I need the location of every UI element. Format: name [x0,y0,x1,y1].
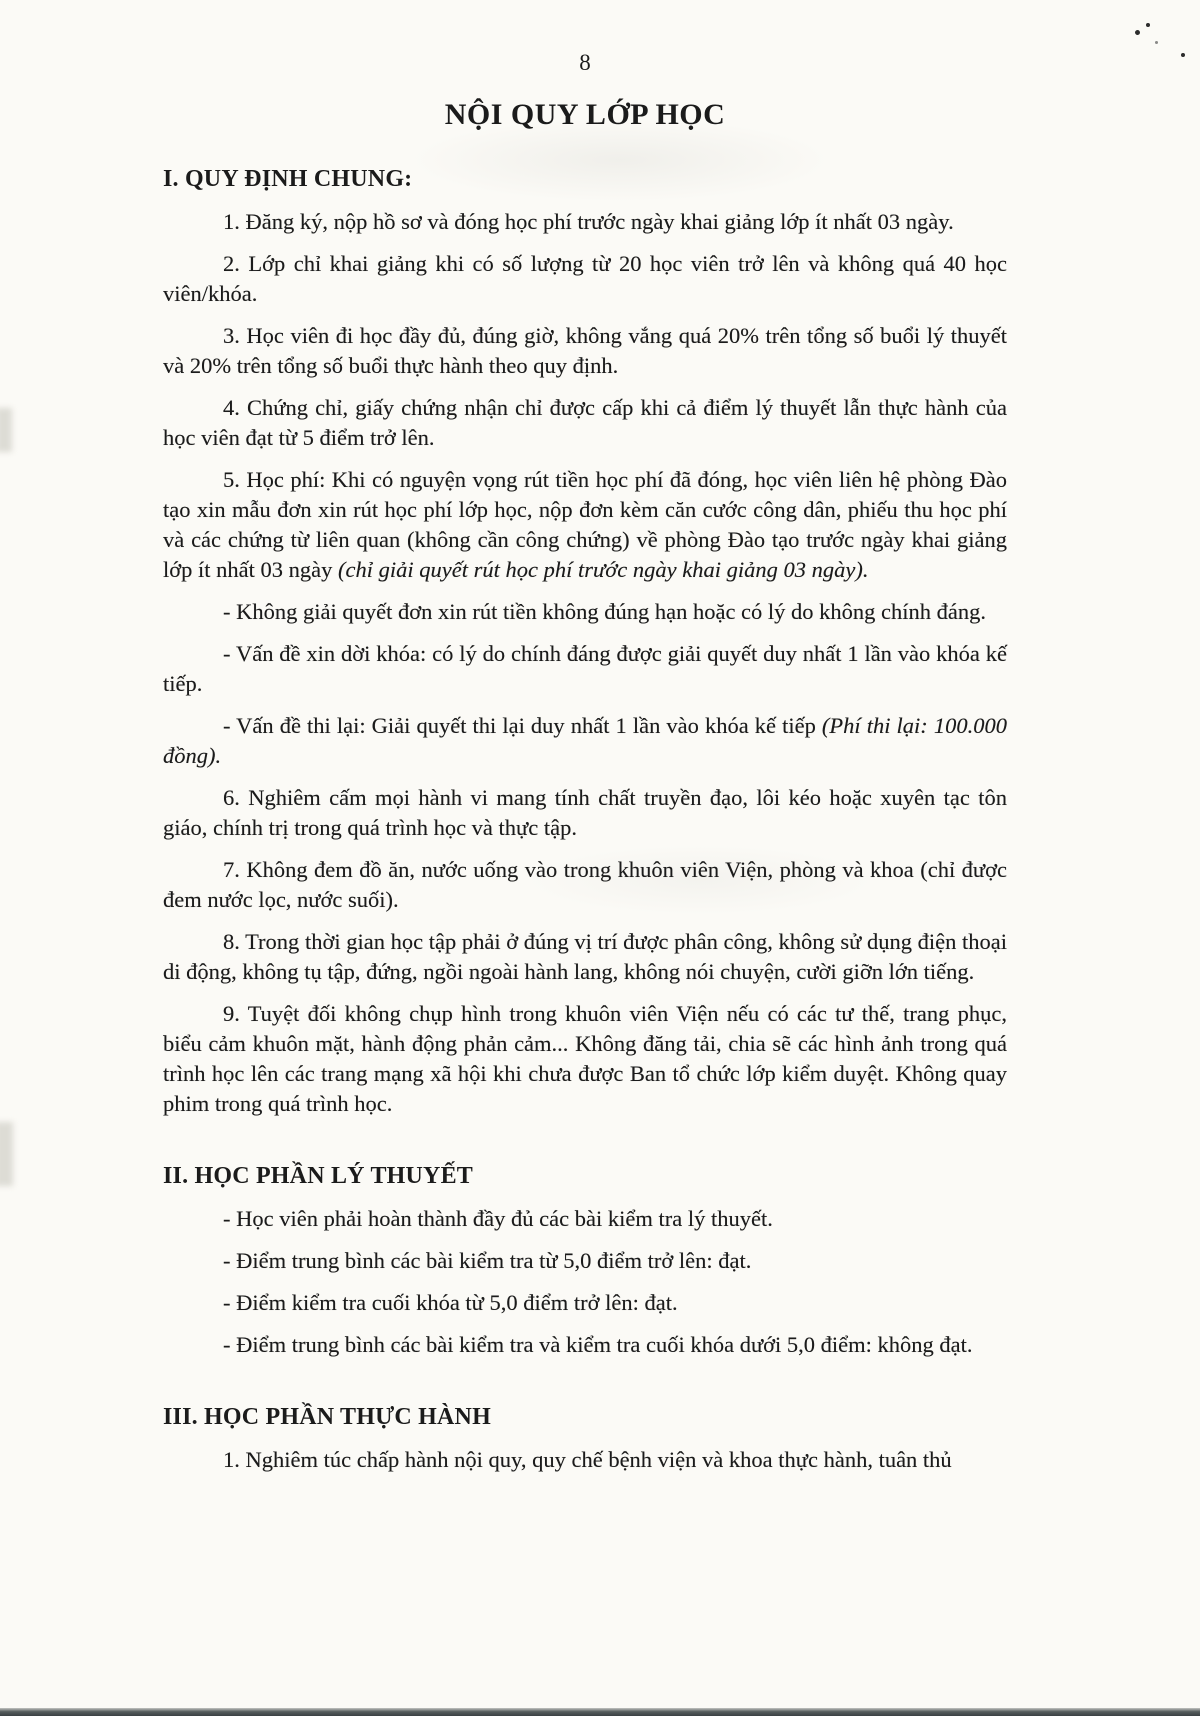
rule-sub-item: - Điểm trung bình các bài kiểm tra và kiểm tra cuối khóa dưới 5,0 điểm: không đạt. [223,1332,973,1357]
italic-note: (chỉ giải quyết rút học phí trước ngày khai giảng 03 ngày). [338,557,869,582]
rule-sub-item: - Học viên phải hoàn thành đầy đủ các bài kiểm tra lý thuyết. [223,1206,773,1231]
rule-item: 2. Lớp chỉ khai giảng khi có số lượng từ 20 học viên trở lên và không quá 40 học viên/khóa. [163,251,1007,306]
rule-item: 8. Trong thời gian học tập phải ở đúng vị trí được phân công, không sử dụng điện thoại di động, không tụ tập, đứng, ngồi ngoài hành lang, không nói chuyện, cười giỡn lớn tiếng. [163,929,1007,984]
ink-speck [1146,23,1150,27]
rule-sub-item: - Vấn đề thi lại: Giải quyết thi lại duy nhất 1 lần vào khóa kế tiếp (Phí thi lại: 100.000 đồng). [163,713,1007,768]
rule-item: 6. Nghiêm cấm mọi hành vi mang tính chất truyền đạo, lôi kéo hoặc xuyên tạc tôn giáo, chính trị trong quá trình học và thực tập. [163,785,1007,840]
rule-item: 3. Học viên đi học đầy đủ, đúng giờ, không vắng quá 20% trên tổng số buổi lý thuyết và 20% trên tổng số buổi thực hành theo quy định. [163,323,1007,378]
ink-speck [1155,41,1158,44]
ink-speck [1181,53,1185,57]
rule-item: 1. Nghiêm túc chấp hành nội quy, quy chế bệnh viện và khoa thực hành, tuân thủ [223,1447,952,1472]
section-heading-theory: II. HỌC PHẦN LÝ THUYẾT [163,1163,474,1189]
rule-item: 5. Học phí: Khi có nguyện vọng rút tiền học phí đã đóng, học viên liên hệ phòng Đào tạo xin mẫu đơn xin rút học phí lớp học, nộp đơn kèm căn cước công dân, phiếu thu học phí và các chứng từ liên quan (không cần công chứng) về phòng Đào tạo trước ngày khai giảng lớp ít nhất 03 ngày (chỉ giải quyết rút học phí trước ngày khai giảng 03 ngày). [163,467,1007,582]
section-heading-practice: III. HỌC PHẦN THỰC HÀNH [163,1404,491,1430]
rule-item: 9. Tuyệt đối không chụp hình trong khuôn viên Viện nếu có các tư thế, trang phục, biểu cảm khuôn mặt, hành động phản cảm... Không đăng tải, chia sẽ các hình ảnh trong quá trình học lên các trang mạng xã hội khi chưa được Ban tổ chức lớp kiểm duyệt. Không quay phim trong quá trình học. [163,1001,1007,1116]
italic-note: (Phí thi lại: 100.000 đồng). [163,713,1007,768]
rule-item: 1. Đăng ký, nộp hồ sơ và đóng học phí trước ngày khai giảng lớp ít nhất 03 ngày. [223,209,954,234]
document-title: NỘI QUY LỚP HỌC [444,98,726,131]
document-content [163,0,1007,1487]
rule-sub-item: - Điểm kiểm tra cuối khóa từ 5,0 điểm trở lên: đạt. [223,1290,678,1315]
rule-sub-item: - Vấn đề xin dời khóa: có lý do chính đáng được giải quyết duy nhất 1 lần vào khóa kế tiếp. [163,641,1007,696]
section-heading-general-rules: I. QUY ĐỊNH CHUNG: [163,166,413,192]
rule-sub-item: - Không giải quyết đơn xin rút tiền không đúng hạn hoặc có lý do không chính đáng. [223,599,987,624]
rule-item: 4. Chứng chỉ, giấy chứng nhận chỉ được cấp khi cả điểm lý thuyết lẫn thực hành của học viên đạt từ 5 điểm trở lên. [163,395,1007,450]
scanner-edge-bar [0,1708,1200,1716]
ink-speck [1134,29,1140,35]
rule-item: 7. Không đem đồ ăn, nước uống vào trong khuôn viên Viện, phòng và khoa (chỉ được đem nước lọc, nước suối). [163,857,1007,912]
scan-smudge [0,408,12,452]
page-number: 8 [579,50,591,75]
scan-smudge [0,1122,13,1186]
rule-sub-item: - Điểm trung bình các bài kiểm tra từ 5,0 điểm trở lên: đạt. [223,1248,752,1273]
